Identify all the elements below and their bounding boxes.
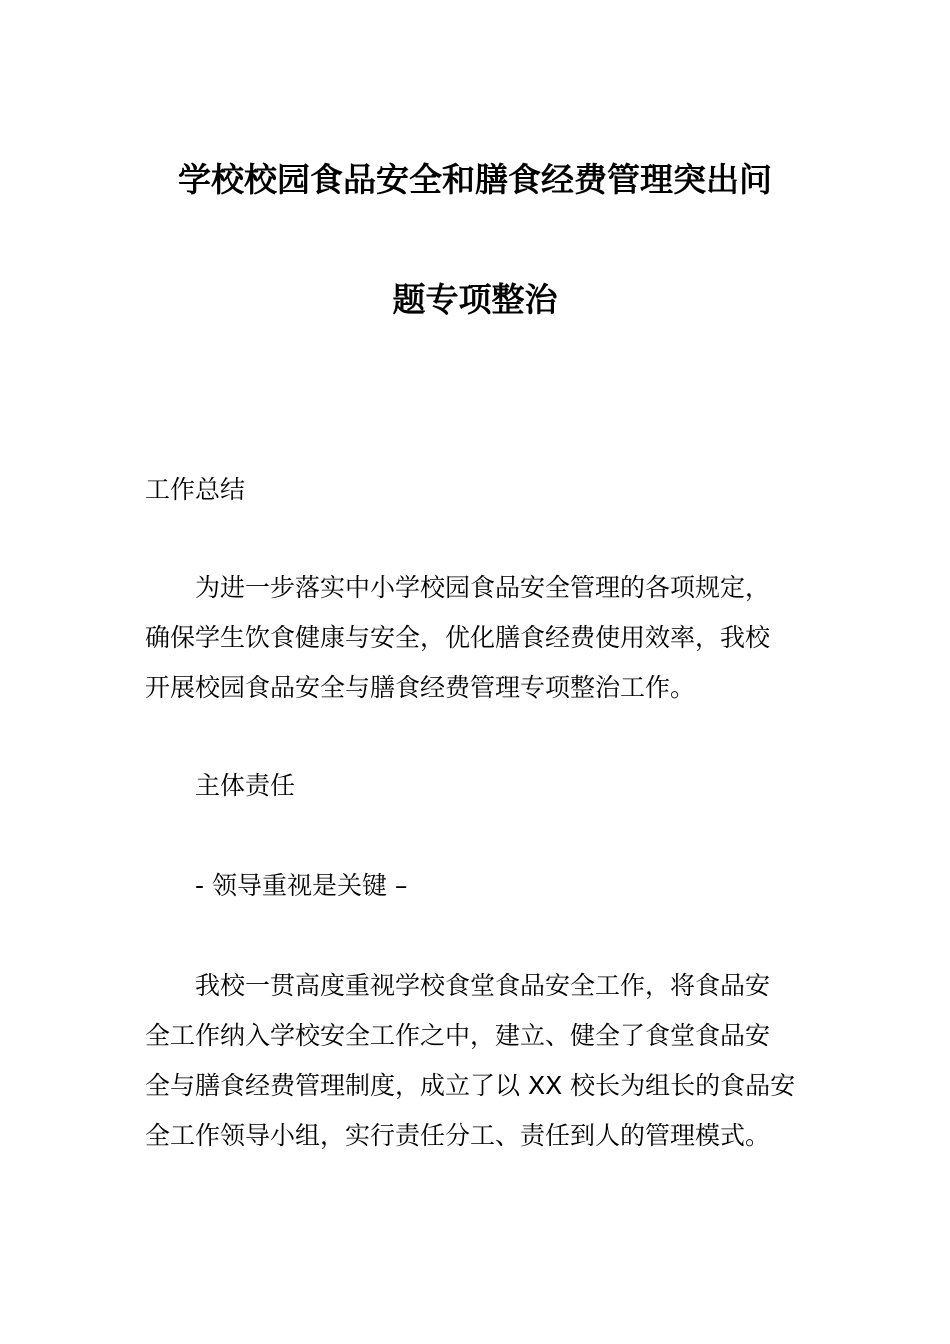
body-paragraph: [145, 961, 810, 1161]
paragraph-line: 确保学生饮食健康与安全，优化膳食经费使用效率，我校: [145, 623, 771, 652]
intro-paragraph: [145, 563, 810, 713]
document-title-line-2: 题专项整治: [392, 280, 558, 319]
document-title-line-1: 学校校园食品安全和膳食经费管理突出问: [178, 160, 772, 199]
subheading: 主体责任: [195, 771, 296, 800]
sub-subheading: - 领导重视是关键 –: [195, 871, 408, 900]
paragraph-line: 全工作领导小组，实行责任分工、责任到人的管理模式。: [145, 1121, 771, 1150]
paragraph-line: 我校一贯高度重视学校食堂食品安全工作，将食品安: [145, 971, 771, 1000]
paragraph-line: 开展校园食品安全与膳食经费管理专项整治工作。: [145, 673, 696, 702]
paragraph-line: 全工作纳入学校安全工作之中，建立、健全了食堂食品安: [145, 1021, 771, 1050]
paragraph-line: 全与膳食经费管理制度，成立了以 XX 校长为组长的食品安: [145, 1071, 796, 1100]
paragraph-line: 为进一步落实中小学校园食品安全管理的各项规定，: [145, 573, 771, 602]
section-heading: 工作总结: [145, 475, 246, 504]
